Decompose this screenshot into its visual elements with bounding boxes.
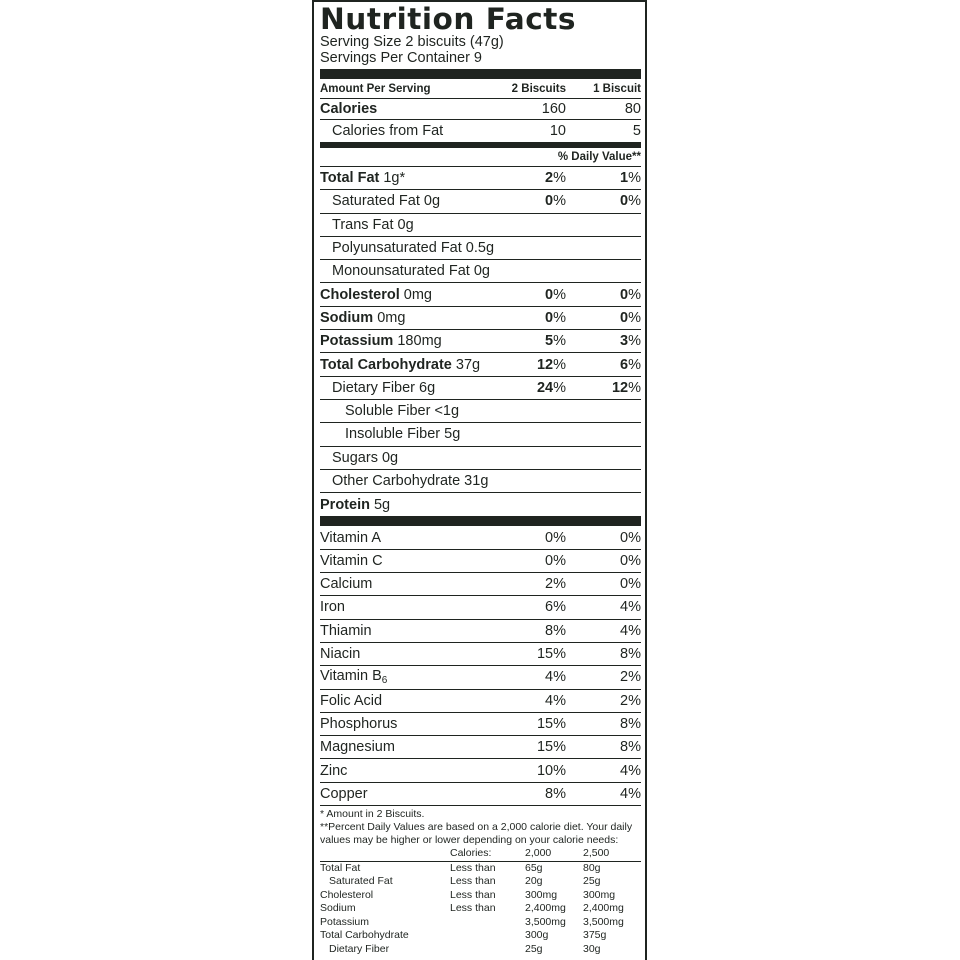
calories-2000: 2,000	[525, 847, 583, 861]
vitamin-row	[320, 596, 641, 619]
vitamin-value-1: 4%	[545, 669, 566, 686]
vitamin-row	[320, 713, 641, 736]
percent-sign: %	[628, 286, 641, 303]
daily-values-cell-name: Potassium	[320, 915, 370, 928]
daily-values-cell-a: 300mg	[525, 888, 558, 901]
percent-value: 0	[545, 193, 554, 210]
daily-values-cell-b: 30g	[583, 942, 601, 955]
vitamin-row	[320, 550, 641, 573]
calories-row	[320, 99, 641, 120]
daily-values-cell-name: Dietary Fiber	[329, 942, 390, 955]
calories-value-2: 80	[624, 101, 641, 117]
calories-label-footer: Calories:	[450, 847, 525, 861]
daily-values-cell-a: 25g	[525, 942, 543, 955]
nutrient-row	[320, 167, 641, 190]
nutrient-percent-2	[566, 380, 641, 396]
serving-size: Serving Size 2 biscuits (47g)	[320, 34, 504, 50]
daily-values-cell-a: 300g	[525, 929, 549, 942]
percent-sign: %	[628, 309, 641, 326]
vitamin-value-2: 4%	[620, 762, 641, 779]
nutrient-row	[320, 307, 641, 330]
label-title: Nutrition Facts	[320, 2, 577, 36]
nutrient-label	[320, 170, 496, 186]
vitamin-label	[320, 530, 496, 546]
vitamin-label	[320, 763, 496, 779]
nutrient-name: Dietary Fiber	[332, 379, 415, 396]
vitamin-name: Iron	[320, 599, 345, 616]
nutrient-name: Monounsaturated Fat	[332, 263, 470, 280]
nutrient-row	[320, 260, 641, 283]
percent-value: 0	[620, 309, 629, 326]
vitamin-name: Niacin	[320, 646, 361, 663]
nutrient-label	[320, 450, 496, 466]
percent-value: 5	[545, 333, 554, 350]
nutrient-amount: 0mg	[399, 286, 433, 303]
vitamin-subscript: 6	[381, 675, 388, 687]
daily-values-cell-name: Total Fat	[320, 861, 361, 874]
nutrient-amount: 0g	[377, 449, 399, 466]
daily-values-row	[320, 902, 641, 916]
nutrient-name: Other Carbohydrate	[332, 473, 461, 489]
footnote-dv-2: values may be higher or lower depending on your calorie needs:	[320, 834, 619, 847]
daily-values-row	[320, 943, 641, 957]
column-header-1-biscuit: 1 Biscuit	[593, 82, 641, 95]
nutrient-percent-2	[566, 357, 641, 373]
nutrient-label	[320, 473, 496, 489]
nutrient-amount: 0mg	[373, 309, 406, 326]
vitamin-name: Calcium	[320, 576, 373, 593]
thick-divider	[320, 69, 641, 79]
nutrient-amount: 1g*	[379, 170, 406, 187]
vitamin-name: Zinc	[320, 762, 348, 779]
nutrient-name: Insoluble Fiber	[345, 426, 441, 443]
daily-values-cell-cond: Less than	[450, 902, 496, 915]
nutrient-percent-1	[496, 333, 566, 349]
vitamin-value-1: 15%	[536, 715, 566, 732]
vitamin-value-2: 2%	[620, 669, 641, 686]
vitamin-value-1: 2%	[545, 576, 566, 593]
vitamin-label	[320, 786, 496, 802]
nutrient-label	[320, 403, 496, 419]
daily-values-row	[320, 889, 641, 903]
vitamin-row	[320, 783, 641, 806]
percent-value: 0	[545, 309, 554, 326]
nutrient-row	[320, 493, 641, 516]
percent-sign: %	[553, 379, 566, 396]
vitamin-name: Thiamin	[320, 622, 372, 639]
nutrient-name: Cholesterol	[320, 286, 400, 303]
footnote-dv-1: **Percent Daily Values are based on a 2,000 calorie diet. Your daily	[320, 821, 633, 834]
nutrient-percent-2	[566, 310, 641, 326]
daily-values-row	[320, 861, 641, 875]
daily-values-cell-cond	[450, 943, 525, 957]
nutrient-amount: 6g	[415, 379, 436, 396]
percent-value: 24	[536, 379, 554, 396]
vitamin-label	[320, 646, 496, 662]
nutrient-row	[320, 330, 641, 353]
daily-values-cell-cond: Less than	[450, 875, 496, 888]
daily-values-cell-a: 20g	[525, 875, 543, 888]
nutrient-row	[320, 423, 641, 446]
percent-value: 12	[611, 379, 629, 396]
nutrient-row	[320, 353, 641, 376]
nutrient-label	[320, 287, 496, 303]
percent-value: 6	[620, 356, 629, 373]
percent-value: 0	[620, 193, 629, 210]
daily-value-header: % Daily Value**	[320, 148, 641, 167]
nutrient-label	[320, 333, 496, 349]
nutrient-name: Total Carbohydrate	[320, 356, 452, 373]
nutrient-name: Saturated Fat	[332, 193, 420, 210]
nutrient-label	[320, 240, 496, 256]
vitamin-label	[320, 599, 496, 615]
nutrient-amount: 5g	[440, 426, 461, 443]
daily-values-cell-name: Total Carbohydrate	[320, 929, 409, 942]
nutrients-list	[320, 167, 641, 516]
nutrient-amount: 37g	[451, 356, 481, 373]
percent-value: 12	[536, 356, 554, 373]
vitamin-value-2: 4%	[620, 599, 641, 616]
nutrient-name: Sugars	[332, 449, 378, 466]
vitamin-value-1: 0%	[545, 552, 566, 569]
vitamin-value-1: 4%	[545, 692, 566, 709]
vitamin-row	[320, 573, 641, 596]
vitamin-name: Phosphorus	[320, 715, 398, 732]
daily-values-header-row	[320, 847, 641, 861]
vitamin-row	[320, 666, 641, 689]
nutrient-row	[320, 190, 641, 213]
daily-values-cell-cond	[450, 929, 525, 943]
vitamin-value-1: 15%	[536, 646, 566, 663]
nutrient-name: Soluble Fiber	[345, 403, 431, 420]
percent-sign: %	[553, 193, 566, 210]
vitamin-value-2: 8%	[620, 646, 641, 663]
vitamin-row	[320, 690, 641, 713]
column-header-2-biscuits: 2 Biscuits	[511, 82, 566, 95]
nutrient-amount: 5g	[369, 496, 391, 513]
daily-values-cell-a: 3,500mg	[525, 915, 566, 928]
daily-values-cell-a: 2,400mg	[525, 902, 566, 915]
nutrient-percent-1	[496, 193, 566, 209]
nutrient-percent-1	[496, 287, 566, 303]
nutrient-amount: 0g	[469, 263, 491, 280]
daily-values-row	[320, 875, 641, 889]
daily-values-cell-b: 375g	[583, 929, 607, 942]
nutrient-label	[320, 497, 496, 513]
vitamin-value-1: 8%	[545, 622, 566, 639]
vitamin-value-2: 0%	[620, 576, 641, 593]
nutrient-amount: 0g	[419, 193, 441, 210]
daily-values-cell-b: 80g	[583, 861, 601, 874]
daily-values-row	[320, 916, 641, 930]
nutrient-name: Trans Fat	[332, 216, 394, 233]
nutrient-row	[320, 377, 641, 400]
percent-sign: %	[628, 170, 641, 187]
percent-sign: %	[628, 356, 641, 373]
vitamin-value-2: 0%	[620, 529, 641, 546]
label-content	[320, 2, 641, 956]
nutrient-row	[320, 237, 641, 260]
nutrient-percent-2	[566, 333, 641, 349]
percent-value: 0	[545, 286, 554, 303]
daily-values-cell-a: 65g	[525, 861, 543, 874]
nutrient-amount: 0g	[393, 216, 414, 233]
percent-sign: %	[553, 286, 566, 303]
nutrient-percent-1	[496, 310, 566, 326]
nutrient-amount: 180mg	[393, 333, 442, 350]
vitamin-name: Vitamin A	[320, 529, 381, 546]
vitamin-value-2: 8%	[620, 739, 641, 756]
nutrient-name: Polyunsaturated Fat	[332, 240, 462, 257]
vitamin-name: Magnesium	[320, 739, 395, 756]
footnote-amount: * Amount in 2 Biscuits.	[320, 808, 425, 821]
nutrient-percent-1	[496, 357, 566, 373]
vitamin-label	[320, 668, 496, 686]
thick-divider-vitamins	[320, 516, 641, 526]
percent-sign: %	[553, 309, 566, 326]
vitamin-name: Vitamin C	[320, 552, 383, 569]
calories-label: Calories	[320, 101, 378, 117]
nutrient-percent-2	[566, 170, 641, 186]
calories-from-fat-value-1: 10	[549, 123, 566, 139]
vitamin-value-1: 8%	[545, 785, 566, 802]
vitamin-value-1: 15%	[536, 739, 566, 756]
daily-values-cell-name: Saturated Fat	[329, 875, 393, 888]
calories-value-1: 160	[541, 101, 566, 117]
nutrient-percent-1	[496, 170, 566, 186]
daily-values-cell-cond: Less than	[450, 861, 496, 874]
nutrient-row	[320, 283, 641, 306]
vitamin-label	[320, 576, 496, 592]
vitamin-value-1: 10%	[536, 762, 566, 779]
nutrient-row	[320, 400, 641, 423]
nutrition-label	[312, 0, 647, 960]
vitamin-value-2: 8%	[620, 715, 641, 732]
vitamin-row	[320, 759, 641, 782]
nutrient-label	[320, 426, 496, 442]
vitamin-row	[320, 736, 641, 759]
nutrient-row	[320, 214, 641, 237]
nutrient-label	[320, 310, 496, 326]
vitamin-label	[320, 693, 496, 709]
calories-from-fat-label: Calories from Fat	[332, 123, 444, 139]
daily-values-cell-cond: Less than	[450, 888, 496, 901]
calories-from-fat-value-2: 5	[632, 123, 641, 139]
vitamin-name: Copper	[320, 785, 368, 802]
vitamin-value-2: 0%	[620, 552, 641, 569]
vitamin-value-1: 6%	[545, 599, 566, 616]
vitamin-value-1: 0%	[545, 529, 566, 546]
vitamins-list	[320, 526, 641, 806]
nutrient-row	[320, 470, 641, 493]
vitamin-row	[320, 620, 641, 643]
nutrient-name: Sodium	[320, 309, 374, 326]
vitamin-name: Folic Acid	[320, 692, 383, 709]
vitamin-value-2: 2%	[620, 692, 641, 709]
amount-per-serving: Amount Per Serving	[320, 82, 431, 95]
vitamin-row	[320, 643, 641, 666]
daily-values-table	[320, 847, 641, 956]
nutrient-name: Protein	[320, 496, 370, 513]
nutrient-percent-1	[496, 380, 566, 396]
vitamin-name: Vitamin B	[320, 668, 382, 685]
nutrient-label	[320, 263, 496, 279]
daily-values-row	[320, 929, 641, 943]
nutrient-percent-2	[566, 287, 641, 303]
percent-value: 2	[545, 170, 554, 187]
percent-value: 3	[620, 333, 629, 350]
vitamin-value-2: 4%	[620, 622, 641, 639]
vitamin-value-2: 4%	[620, 785, 641, 802]
amount-header	[320, 79, 641, 99]
nutrient-name: Total Fat	[320, 170, 380, 187]
percent-sign: %	[628, 333, 641, 350]
percent-sign: %	[553, 333, 566, 350]
percent-sign: %	[628, 193, 641, 210]
percent-sign: %	[553, 356, 566, 373]
daily-values-cell-cond	[450, 916, 525, 930]
nutrient-name: Potassium	[320, 333, 394, 350]
nutrient-amount: 31g	[460, 473, 489, 489]
daily-values-cell-name: Cholesterol	[320, 888, 374, 901]
nutrient-label	[320, 357, 496, 373]
vitamin-label	[320, 739, 496, 755]
percent-sign: %	[553, 170, 566, 187]
daily-values-cell-b: 2,400mg	[583, 902, 624, 915]
nutrient-label	[320, 217, 496, 233]
vitamin-label	[320, 553, 496, 569]
vitamin-label	[320, 716, 496, 732]
nutrient-percent-2	[566, 193, 641, 209]
percent-value: 1	[620, 170, 629, 187]
nutrient-row	[320, 447, 641, 470]
daily-values-cell-name: Sodium	[320, 902, 356, 915]
nutrient-amount: 0.5g	[461, 240, 495, 257]
calories-2500: 2,500	[583, 847, 641, 861]
nutrient-amount: <1g	[430, 403, 460, 420]
daily-values-cell-b: 300mg	[583, 888, 616, 901]
daily-values-cell-b: 3,500mg	[583, 915, 624, 928]
percent-sign: %	[628, 379, 641, 396]
nutrient-label	[320, 380, 496, 396]
daily-values-cell-b: 25g	[583, 875, 601, 888]
calories-from-fat-row	[320, 120, 641, 142]
vitamin-label	[320, 623, 496, 639]
nutrient-label	[320, 193, 496, 209]
vitamin-row	[320, 526, 641, 549]
servings-per-container: Servings Per Container 9	[320, 50, 482, 66]
percent-value: 0	[620, 286, 629, 303]
